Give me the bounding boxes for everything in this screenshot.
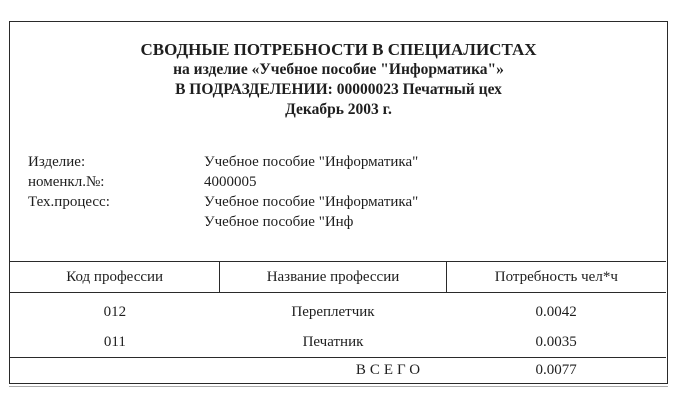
- header-name: Название профессии: [220, 262, 446, 293]
- table-header-row: [10, 262, 666, 293]
- row-code: 012: [103, 303, 127, 320]
- process-value-2: Учебное пособие "Инф: [204, 214, 354, 230]
- row-code: 011: [103, 333, 126, 350]
- total-label: ВСЕГО: [220, 358, 446, 383]
- total-row: [10, 358, 666, 383]
- header-code: Код профессии: [10, 262, 220, 293]
- product-info: [28, 152, 418, 232]
- info-row-product: [28, 152, 418, 172]
- report-title: СВОДНЫЕ ПОТРЕБНОСТИ В СПЕЦИАЛИСТАХ: [140, 40, 537, 59]
- nomenclature-label: номенкл.№:: [28, 174, 105, 190]
- row-need: 0.0035: [535, 333, 577, 350]
- product-value: Учебное пособие "Информатика": [204, 154, 419, 170]
- row-name: Печатник: [302, 333, 364, 350]
- report-header: [10, 39, 667, 120]
- header-need: Потребность чел*ч: [446, 262, 666, 293]
- process-value-1: Учебное пособие "Информатика": [204, 194, 419, 210]
- table-row: [10, 327, 666, 358]
- report-department-line: В ПОДРАЗДЕЛЕНИИ: 00000023 Печатный цех: [175, 81, 502, 98]
- info-row-nomenclature: [28, 172, 418, 192]
- total-value: 0.0077: [446, 358, 666, 383]
- row-need: 0.0042: [535, 303, 577, 320]
- process-label: Тех.процесс:: [28, 194, 110, 210]
- report-period: Декабрь 2003 г.: [285, 101, 392, 118]
- table-row: [10, 293, 666, 328]
- report-product-line: на изделие «Учебное пособие "Информатика"»: [173, 61, 504, 78]
- row-name: Переплетчик: [291, 303, 375, 320]
- nomenclature-value: 4000005: [204, 174, 257, 190]
- report-frame: [9, 21, 668, 384]
- info-row-process: [28, 192, 418, 212]
- product-label: Изделие:: [28, 154, 86, 170]
- specialists-table: [10, 261, 666, 382]
- info-row-process-2: [28, 212, 418, 232]
- bottom-rule: [9, 386, 668, 387]
